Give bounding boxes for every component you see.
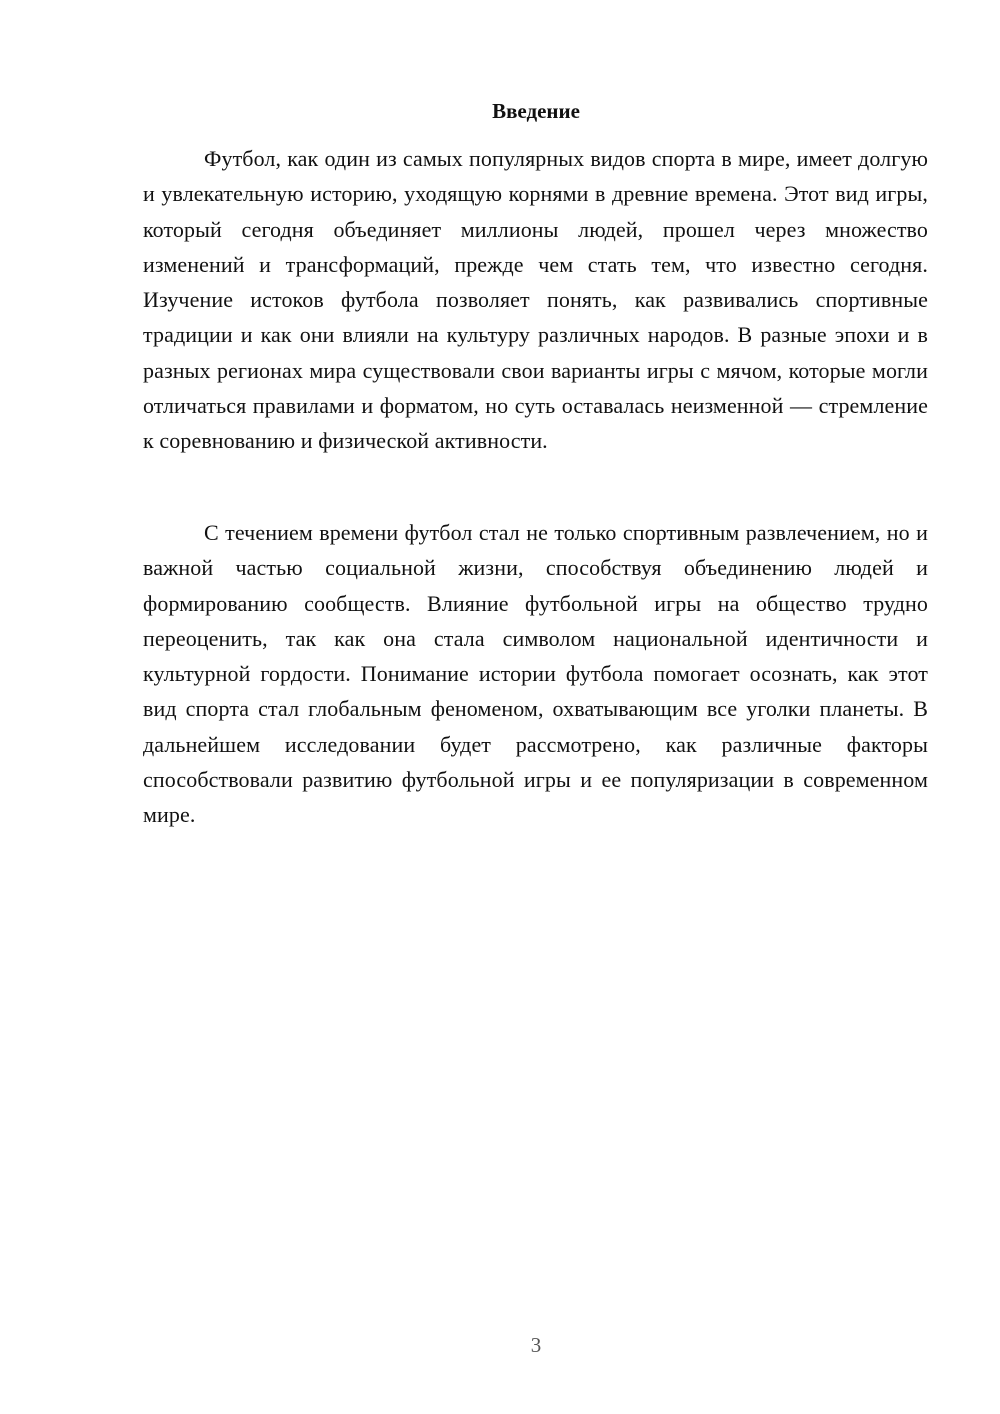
section-heading: Введение bbox=[492, 99, 580, 123]
page-number: 3 bbox=[530, 1333, 542, 1357]
paragraph-2: С течением времени футбол стал не только спортивным развлечением, но и важной частью социальной жизни, способствуя объединению людей и формированию сообществ. Влияние футбольной игры на общество трудно переоценить, так как она стала символом национальной идентичности и культурной гордости. Понимание истории футбола помогает осознать, как этот вид спорта стал глобальным феноменом, охватывающим все уголки планеты. В дальнейшем исследовании будет рассмотрено, как различные факторы способствовали развитию футбольной игры и ее популяризации в современном мире. bbox=[143, 520, 928, 828]
paragraph-1: Футбол, как один из самых популярных видов спорта в мире, имеет долгую и увлекательную историю, уходящую корнями в древние времена. Этот вид игры, который сегодня объединяет миллионы людей, прошел через множество изменений и трансформаций, прежде чем стать тем, что известно сегодня. Изучение истоков футбола позволяет понять, как развивались спортивные традиции и как они влияли на культуру различных народов. В разные эпохи и в разных регионах мира существовали свои варианты игры с мячом, которые могли отличаться правилами и форматом, но суть оставалась неизменной — стремление к соревнованию и физической активности. bbox=[143, 146, 928, 454]
